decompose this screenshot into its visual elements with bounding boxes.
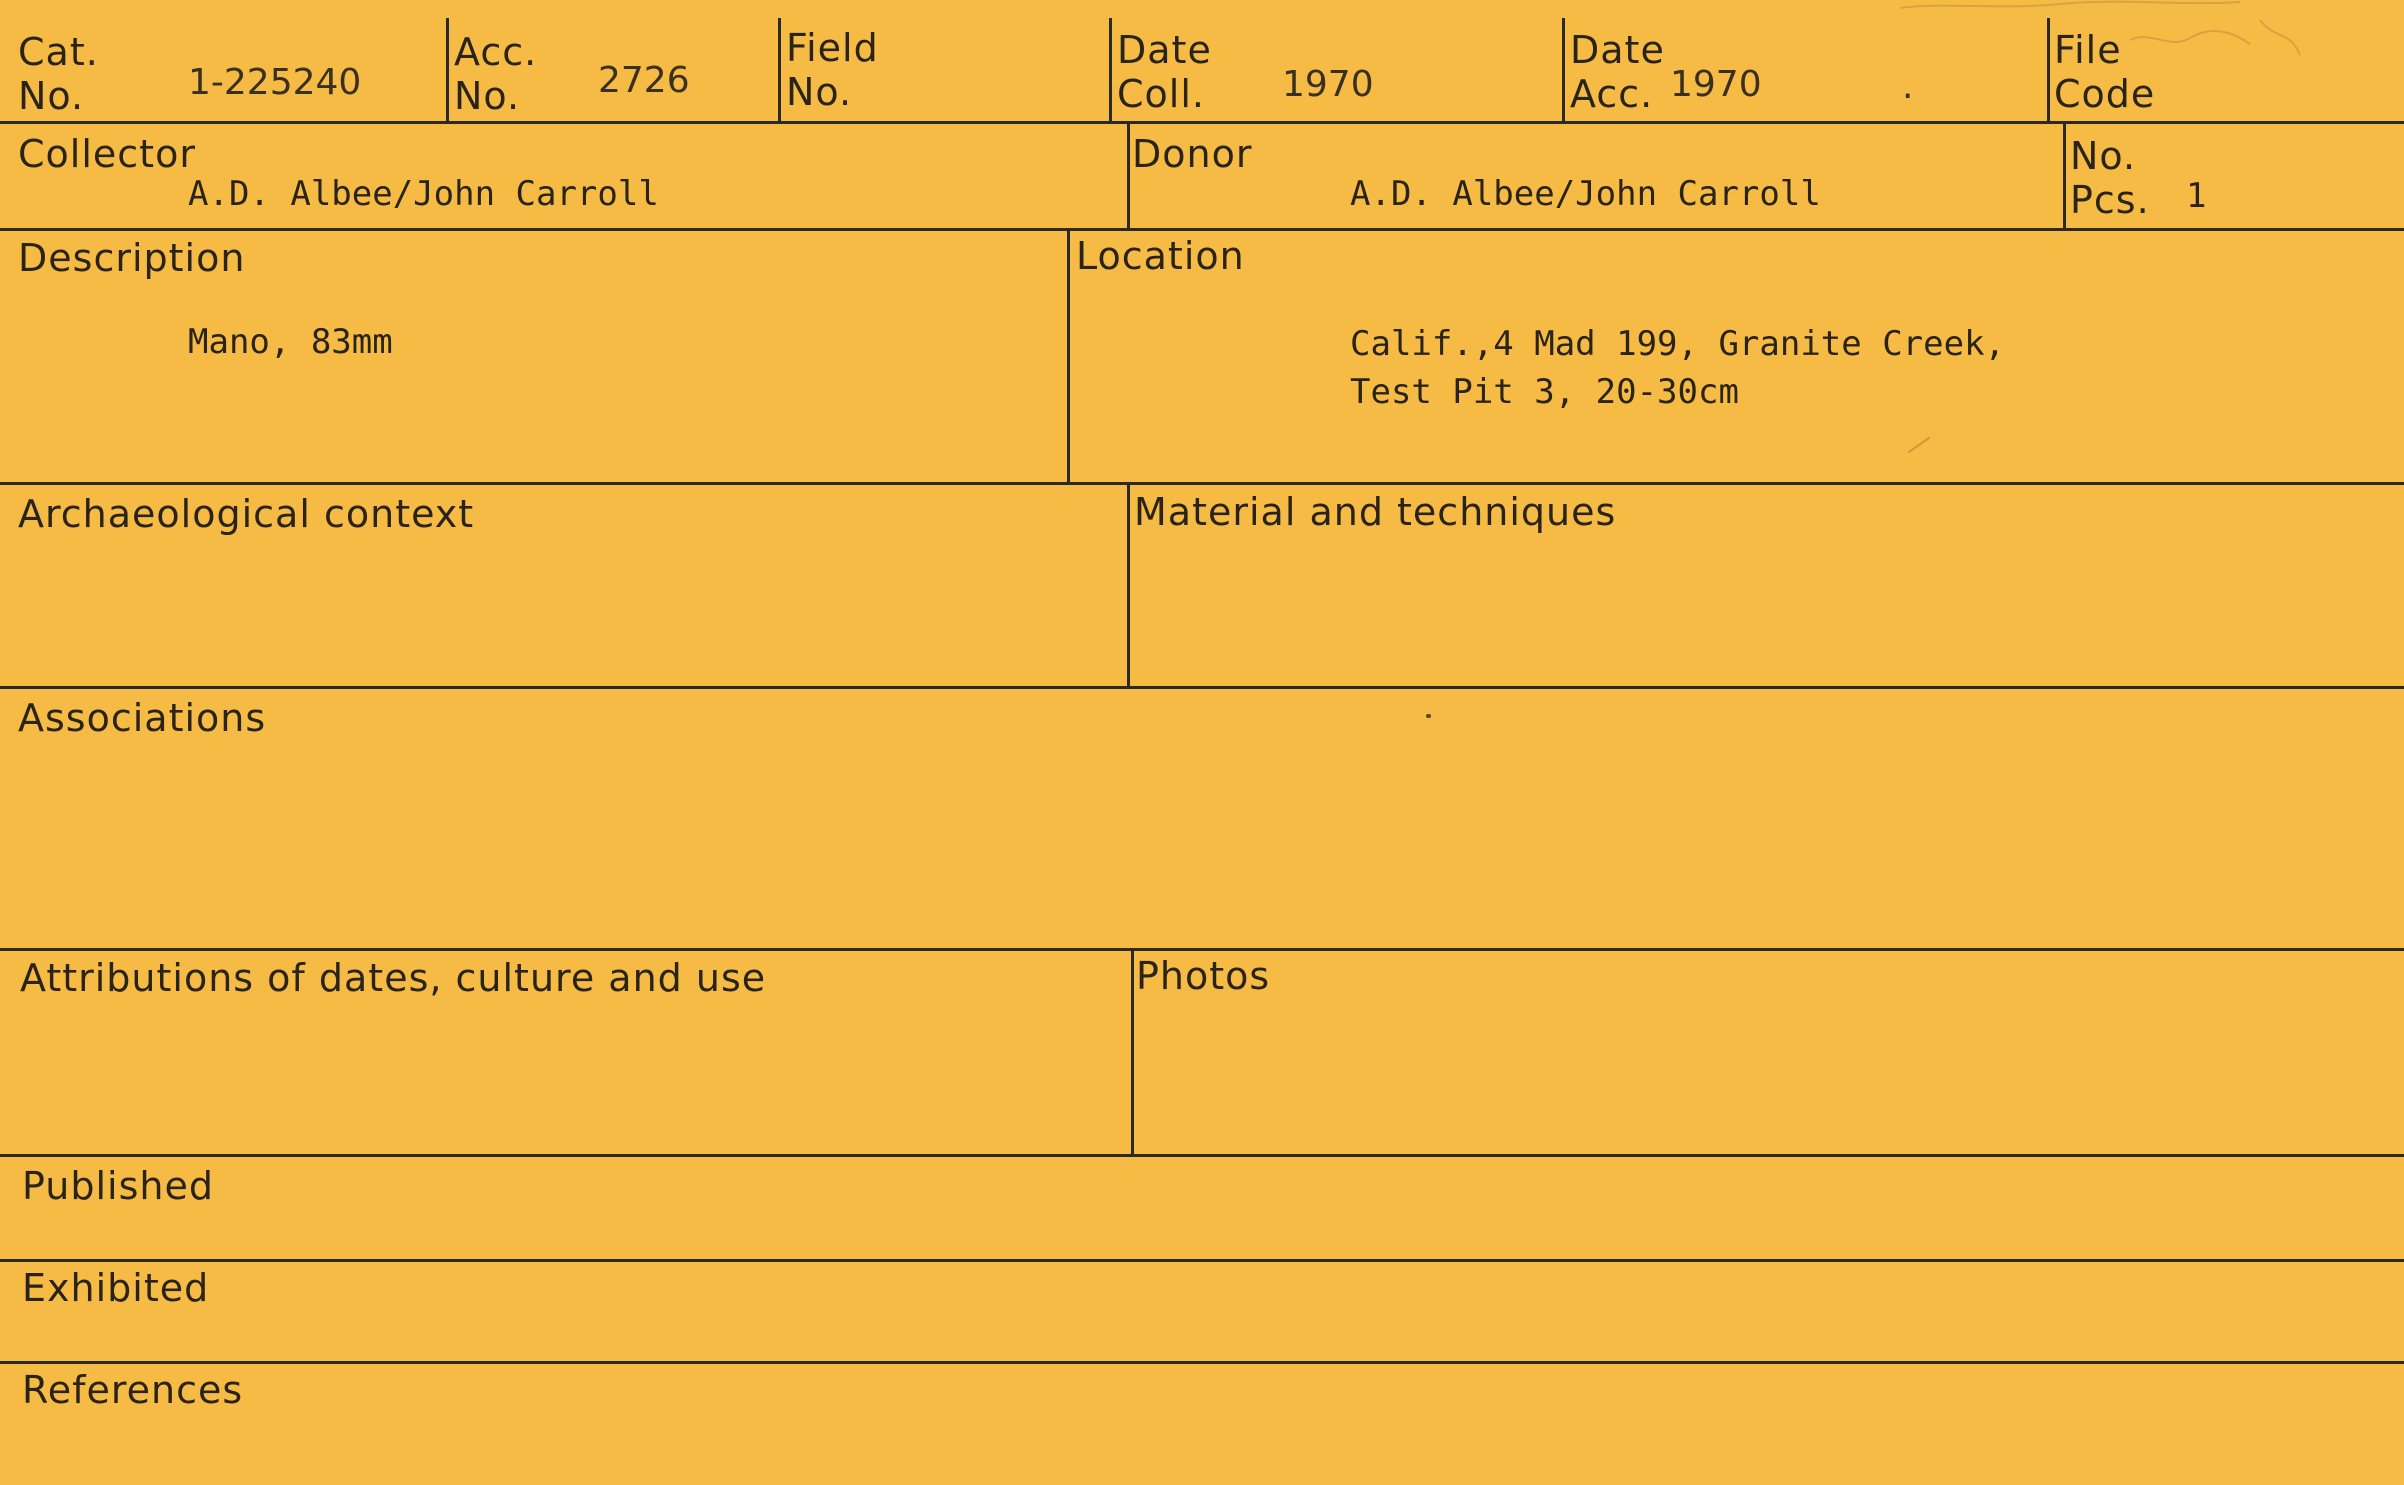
donor-label: Donor [1132, 132, 1253, 176]
rule-row3-v1 [1067, 229, 1070, 484]
rule-row4-bottom [0, 686, 2404, 689]
pieces-value: 1 [2186, 176, 2207, 216]
rule-row7-bottom [0, 1259, 2404, 1262]
material-techniques-label: Material and techniques [1134, 490, 1617, 534]
rule-header-v1 [446, 18, 449, 123]
cat-label: Cat. No. [18, 30, 99, 118]
rule-header-v3 [1109, 18, 1112, 123]
date-coll-value: 1970 [1282, 64, 1374, 105]
rule-row5-bottom [0, 948, 2404, 951]
speck-1 [1426, 714, 1431, 718]
file-code-label: File Code [2054, 28, 2156, 116]
rule-row8-bottom [0, 1361, 2404, 1364]
rule-row4-v1 [1127, 483, 1130, 688]
date-acc-label: Date Acc. [1570, 28, 1665, 116]
location-line-2: Test Pit 3, 20-30cm [1350, 372, 1739, 412]
rule-row3-bottom [0, 482, 2404, 485]
date-coll-label: Date Coll. [1117, 28, 1212, 116]
rule-header-v4 [1562, 18, 1565, 123]
attributions-label: Attributions of dates, culture and use [20, 956, 767, 1000]
pieces-label: No. Pcs. [2070, 134, 2150, 222]
rule-row6-v1 [1131, 949, 1134, 1156]
location-label: Location [1076, 234, 1245, 278]
pencil-marks [1880, 0, 2380, 90]
collector-value: A.D. Albee/John Carroll [188, 174, 659, 214]
location-line-1: Calif.,4 Mad 199, Granite Creek, [1350, 324, 2006, 364]
acc-value: 2726 [598, 60, 690, 101]
rule-row2-v2 [2063, 122, 2066, 230]
exhibited-label: Exhibited [22, 1266, 210, 1310]
field-label: Field No. [786, 26, 879, 114]
photos-label: Photos [1136, 954, 1271, 998]
rule-header-bottom [0, 121, 2404, 124]
cat-value: 1-225240 [188, 62, 362, 103]
associations-label: Associations [18, 696, 267, 740]
donor-value: A.D. Albee/John Carroll [1350, 174, 1821, 214]
rule-row6-bottom [0, 1154, 2404, 1157]
published-label: Published [22, 1164, 214, 1208]
rule-header-v2 [778, 18, 781, 123]
collector-label: Collector [18, 132, 196, 176]
archaeological-context-label: Archaeological context [18, 492, 475, 536]
rule-row2-v1 [1127, 122, 1130, 230]
pencil-stroke [1908, 437, 1930, 454]
description-value: Mano, 83mm [188, 322, 393, 362]
rule-row2-bottom [0, 228, 2404, 231]
date-acc-value: 1970 [1670, 64, 1762, 105]
description-label: Description [18, 236, 246, 280]
references-label: References [22, 1368, 244, 1412]
acc-label: Acc. No. [454, 30, 538, 118]
date-acc-dot: . [1902, 66, 1914, 107]
